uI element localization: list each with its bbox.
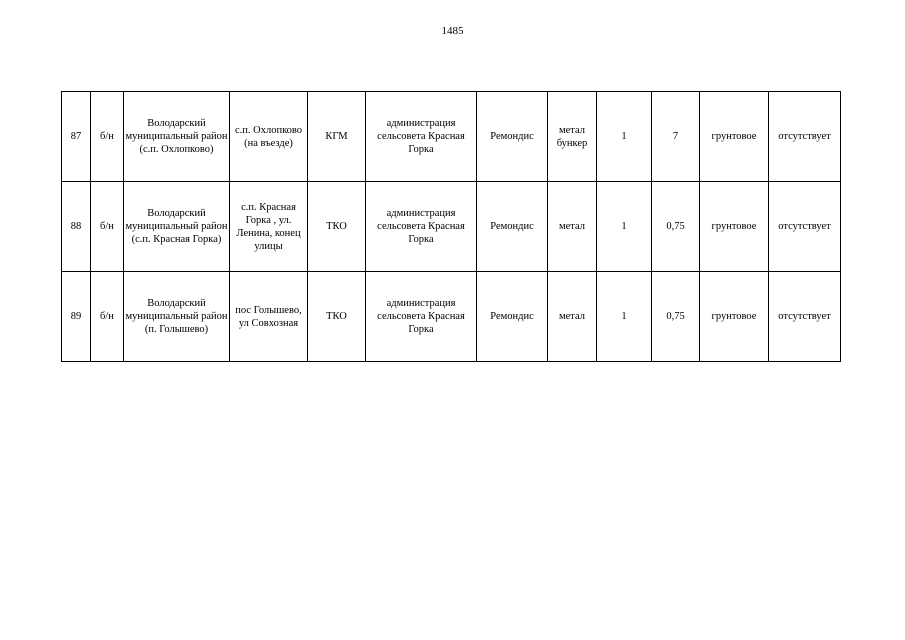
cell-material: метал бункер xyxy=(548,92,597,182)
cell-district: Володарский муниципальный район (п. Голышево) xyxy=(124,272,230,362)
cell-volume: 0,75 xyxy=(652,272,700,362)
cell-fence: отсутствует xyxy=(769,92,841,182)
cell-count: 1 xyxy=(597,272,652,362)
cell-waste-type: ТКО xyxy=(308,272,366,362)
cell-material: метал xyxy=(548,182,597,272)
cell-registry: б/н xyxy=(91,272,124,362)
cell-surface: грунтовое xyxy=(700,92,769,182)
cell-operator: Ремондис xyxy=(477,272,548,362)
cell-location: с.п. Охлопково (на въезде) xyxy=(230,92,308,182)
cell-location: с.п. Красная Горка , ул. Ленина, конец улицы xyxy=(230,182,308,272)
cell-fence: отсутствует xyxy=(769,182,841,272)
cell-owner: администрация сельсовета Красная Горка xyxy=(366,182,477,272)
cell-operator: Ремондис xyxy=(477,92,548,182)
cell-district: Володарский муниципальный район (с.п. Охлопково) xyxy=(124,92,230,182)
cell-number: 87 xyxy=(62,92,91,182)
cell-surface: грунтовое xyxy=(700,182,769,272)
table-row xyxy=(62,182,841,272)
cell-surface: грунтовое xyxy=(700,272,769,362)
cell-waste-type: ТКО xyxy=(308,182,366,272)
table-row xyxy=(62,92,841,182)
cell-number: 88 xyxy=(62,182,91,272)
table-row xyxy=(62,272,841,362)
cell-registry: б/н xyxy=(91,182,124,272)
cell-operator: Ремондис xyxy=(477,182,548,272)
cell-number: 89 xyxy=(62,272,91,362)
cell-location: пос Голышево, ул Совхозная xyxy=(230,272,308,362)
page-number: 1485 xyxy=(441,25,464,37)
cell-material: метал xyxy=(548,272,597,362)
cell-volume: 0,75 xyxy=(652,182,700,272)
cell-fence: отсутствует xyxy=(769,272,841,362)
cell-count: 1 xyxy=(597,92,652,182)
cell-registry: б/н xyxy=(91,92,124,182)
registry-table xyxy=(61,91,841,362)
cell-owner: администрация сельсовета Красная Горка xyxy=(366,272,477,362)
cell-district: Володарский муниципальный район (с.п. Красная Горка) xyxy=(124,182,230,272)
cell-waste-type: КГМ xyxy=(308,92,366,182)
cell-volume: 7 xyxy=(652,92,700,182)
cell-owner: администрация сельсовета Красная Горка xyxy=(366,92,477,182)
cell-count: 1 xyxy=(597,182,652,272)
